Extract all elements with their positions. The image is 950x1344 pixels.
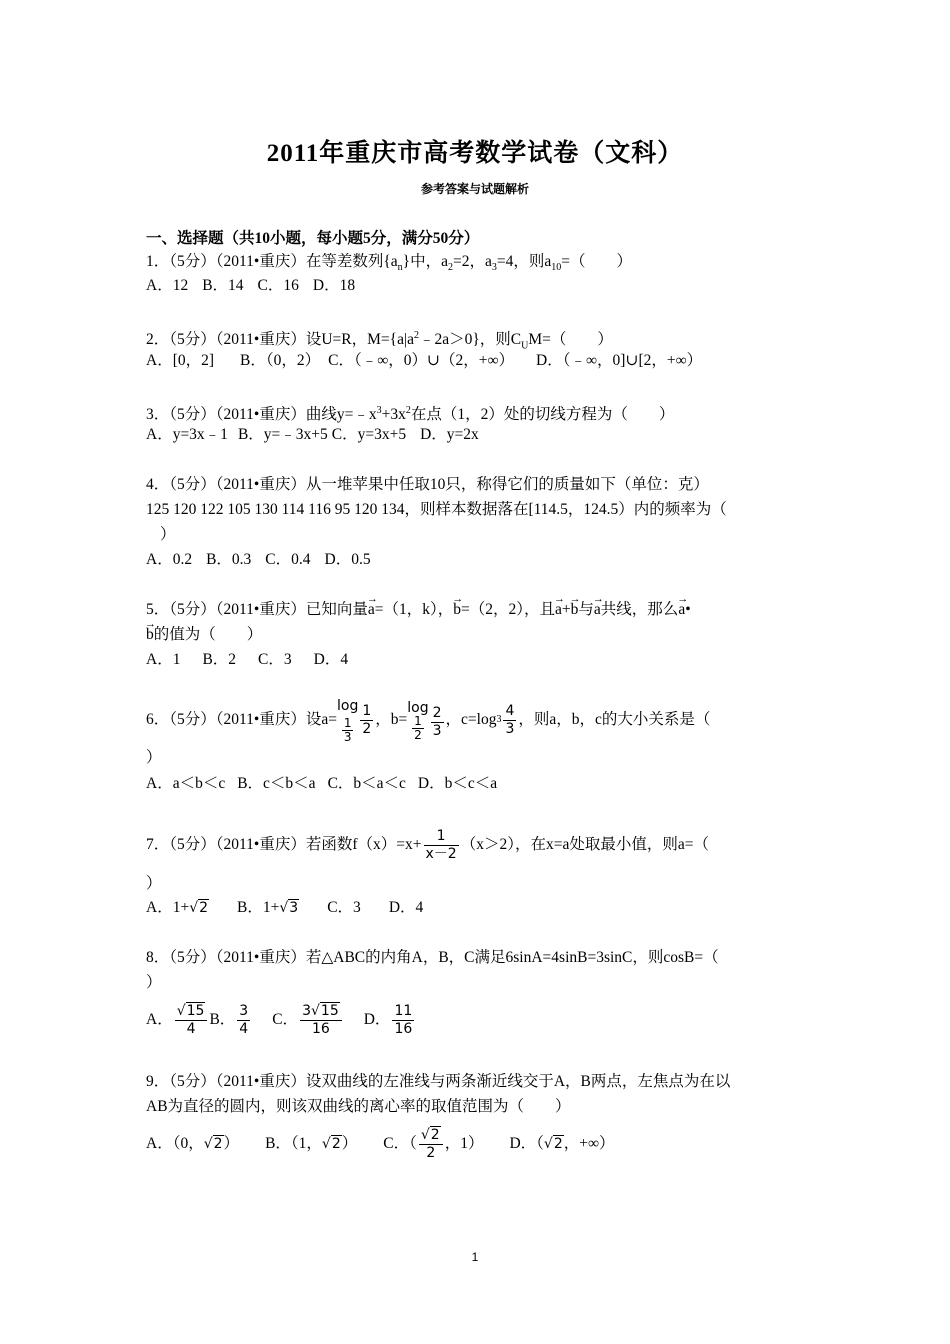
option-a: A．0.2 (146, 551, 193, 568)
question-2: 2．（5分）（2011•重庆）设U=R，$M=\{a|a^2﹣2a>0\}$，则$C_UM=$（ ） (146, 330, 613, 352)
page-subtitle: 参考答案与试题解析 (420, 182, 529, 196)
option-b: B．（1，√2） (265, 1135, 358, 1152)
option-d: D．y=2x (420, 426, 479, 443)
question-9: 9．（5分）（2011•重庆）设双曲线的左准线与两条渐近线交于A，B两点，左焦点为在以 (146, 1073, 731, 1090)
option-b: B．2 (202, 651, 237, 668)
section-heading: 一、选择题（共10小题，每小题5分，满分50分） (146, 230, 480, 247)
option-c: C．3 (327, 899, 361, 916)
question-3: 3．（5分）（2011•重庆）曲线$y=﹣x^3+3x^2$在点（1，2）处的切线方程为（ ） (146, 405, 675, 424)
option-d: D．b＜c＜a (417, 775, 498, 792)
question-2-options (146, 351, 702, 371)
page-title: 2011年重庆市高考数学试卷（文科） (266, 140, 684, 167)
option-a: A．y=3x﹣1 (146, 426, 228, 443)
question-4-line-2: 125 120 122 105 130 114 116 95 120 134，则样本数据落在[114.5，124.5）内的频率为（ (146, 501, 727, 518)
option-a: A．（0，√2） (146, 1135, 240, 1152)
question-4-options (146, 550, 371, 570)
question-8-options (146, 998, 416, 1042)
option-b: B．c＜b＜a (237, 775, 316, 792)
log-expression-b: log $\frac{1}{2}$ $\frac{2}{3}$ (407, 700, 442, 742)
question-1-options (146, 276, 355, 296)
option-b: B．y=﹣3x+5 (237, 426, 328, 443)
option-b: B．1+√3 (237, 899, 299, 916)
option-b: B． $\frac{3}{4}$ (209, 1002, 249, 1037)
fraction: $\frac{1}{x-2}$ (425, 827, 457, 862)
option-d: D．4 (313, 651, 349, 668)
question-8: 8．（5分）（2011•重庆）若△ABC的内角A，B，C满足6sinA=4sinB=3sinC，则cosB=（ (146, 949, 719, 966)
question-4-line-3: ） (160, 526, 176, 543)
option-c: C． $\frac{3√15}{16}$ (272, 1003, 344, 1038)
question-8-line-2: ） (146, 974, 162, 991)
question-6: 6．（5分）（2011•重庆）设a= log $\frac{1}{3}$ $\frac{1}{2}$ ，b= log $\frac{1}{2}$ $\frac{2}{3}$ ，c=log 3 $\frac{4}{3}$ ，则a，b，c的大小关系是（ (146, 698, 711, 744)
option-c: C．0.4 (265, 551, 311, 568)
vector-a: → a (368, 600, 375, 620)
option-a: A．a＜b＜c (146, 775, 226, 792)
question-5-line-2: → b的值为（ ） (146, 625, 262, 645)
question-6-line-2: ） (146, 749, 162, 766)
question-5-options (146, 650, 348, 670)
option-d: D．4 (388, 899, 424, 916)
option-d: D．0.5 (324, 551, 371, 568)
option-b: B．14 (202, 277, 244, 294)
option-a: A．[0，2] (146, 352, 215, 369)
option-c: C．b＜a＜c (327, 775, 406, 792)
option-d: D． $\frac{11}{16}$ (363, 1002, 413, 1037)
question-5: 5．（5分）（2011•重庆）已知向量→ a=（1，k），→ b=（2，2），且→ a+→ b与→ a共线，那么→ a• (146, 600, 691, 620)
question-9-line-2: AB为直径的圆内，则该双曲线的离心率的取值范围为（ ） (146, 1098, 571, 1115)
option-b: B．0.3 (206, 551, 252, 568)
question-7-line-2: ） (146, 875, 162, 892)
question-3-options (146, 425, 479, 445)
option-c: C．（﹣∞，0）∪（2，+∞） (328, 352, 515, 369)
question-6-options (146, 774, 497, 794)
question-4: 4．（5分）（2011•重庆）从一堆苹果中任取10只，称得它们的质量如下（单位：克） (146, 476, 709, 493)
question-7: 7．（5分）（2011•重庆）若函数f（x）=x+ $\frac{1}{x-2}$ （x＞2），在x=a处取最小值，则a=（ (146, 827, 709, 862)
option-c: C．（ $\frac{√2}{2}$ ，1） (383, 1126, 484, 1161)
log-expression-a: log $\frac{1}{3}$ $\frac{1}{2}$ (336, 698, 372, 744)
option-a: A．1 (146, 651, 181, 668)
question-7-options (146, 898, 423, 918)
option-d: D．（﹣∞，0]∪[2，+∞） (536, 352, 703, 369)
option-d: D．18 (312, 277, 356, 294)
option-b: B．（0，2） (240, 352, 321, 369)
option-a: A．12 (146, 277, 189, 294)
question-1: 1．（5分）（2011•重庆）在等差数列$\{a_n\}$中，$a_2=2$，$a_3=4$，则$a_{10}=$（ ） (146, 253, 632, 274)
option-c: C．y=3x+5 (331, 426, 407, 443)
option-a: A．1+√2 (146, 899, 209, 916)
option-a: A． $\frac{√15}{4}$ (146, 1003, 209, 1038)
option-d: D．（√2，+∞） (509, 1135, 615, 1152)
option-c: C．3 (258, 651, 292, 668)
question-9-options (146, 1124, 615, 1164)
vector-b: → b (453, 600, 461, 620)
option-c: C．16 (257, 277, 299, 294)
page-number: 1 (471, 1250, 479, 1264)
